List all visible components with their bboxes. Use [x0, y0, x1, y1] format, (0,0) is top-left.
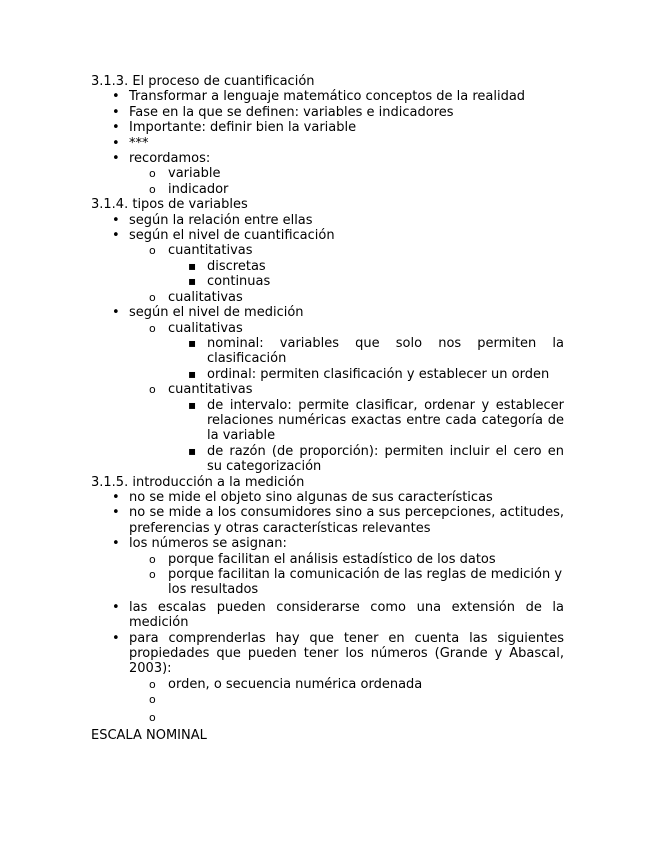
bullet-circle-icon	[149, 166, 156, 181]
list-item-text: orden, o secuencia numérica ordenada	[168, 676, 423, 692]
list-item-text: según el nivel de medición	[129, 305, 304, 321]
bullet-circle-icon	[149, 692, 156, 707]
section-heading-3-1-4: 3.1.4. tipos de variables	[91, 197, 248, 213]
bullet-disc-icon	[112, 631, 120, 646]
list-item	[91, 151, 564, 166]
bullet-square-icon	[188, 259, 196, 274]
section-heading-3-1-3: 3.1.3. El proceso de cuantificación	[91, 74, 315, 89]
list-item	[91, 505, 564, 536]
list-item-text: cuantitativas	[168, 382, 253, 398]
list-item	[91, 120, 564, 135]
sub-list-item	[91, 166, 564, 181]
sub-sub-list-item	[91, 398, 564, 444]
bullet-disc-icon	[112, 105, 120, 120]
sub-sub-list-item	[91, 259, 564, 274]
list-item-text: porque facilitan el análisis estadístico de los datos	[168, 551, 496, 567]
list-item	[91, 536, 564, 551]
bullet-disc-icon	[112, 136, 120, 151]
section-heading-3-1-5: 3.1.5. introducción a la medición	[91, 474, 305, 490]
sub-list-item	[91, 382, 564, 397]
list-item-text: Fase en la que se definen: variables e indicadores	[129, 104, 454, 120]
bullet-circle-icon	[149, 182, 156, 197]
sub-sub-list-item	[91, 367, 564, 382]
list-item	[91, 305, 564, 320]
document-page	[91, 74, 564, 744]
section-heading-escala-nominal: ESCALA NOMINAL	[91, 728, 207, 744]
list-item	[91, 631, 564, 677]
list-item-text: variable	[168, 166, 221, 182]
sub-sub-list-item	[91, 444, 564, 475]
sub-list-item	[91, 567, 564, 598]
list-item	[91, 105, 564, 120]
bullet-circle-icon	[149, 321, 156, 336]
list-item	[91, 600, 564, 631]
list-item	[91, 490, 564, 505]
bullet-circle-icon	[149, 243, 156, 258]
sub-list-item	[91, 243, 564, 258]
list-item-text: según la relación entre ellas	[129, 212, 313, 228]
sub-list-item-empty	[91, 692, 564, 710]
list-item-text: las escalas pueden considerarse como una extensión de la medición	[129, 599, 564, 631]
list-item-text: continuas	[207, 274, 271, 290]
list-item	[91, 89, 564, 104]
bullet-circle-icon	[149, 710, 156, 725]
list-item-text: según el nivel de cuantificación	[129, 228, 335, 244]
list-item-text: ***	[129, 135, 149, 151]
list-item-text: para comprenderlas hay que tener en cuenta las siguientes propiedades que pueden tener los números (Grande y Abascal, 2003):	[129, 630, 564, 677]
bullet-disc-icon	[112, 151, 120, 166]
list-item	[91, 136, 564, 151]
sub-list-item-empty	[91, 710, 564, 728]
list-item-text: cuantitativas	[168, 243, 253, 259]
bullet-disc-icon	[112, 490, 120, 505]
list-item-text: los números se asignan:	[129, 536, 287, 552]
list-item-text: discretas	[207, 258, 266, 274]
bullet-disc-icon	[112, 600, 120, 615]
list-item-text: indicador	[168, 181, 229, 197]
sub-list-item	[91, 677, 564, 692]
sub-sub-list-item	[91, 274, 564, 289]
list-item-text: de intervalo: permite clasificar, ordenar y establecer relaciones numéricas exactas entre cada categoría de la variable	[207, 397, 564, 444]
bullet-circle-icon	[149, 290, 156, 305]
bullet-square-icon	[188, 274, 196, 289]
bullet-square-icon	[188, 444, 196, 459]
list-item-text: ordinal: permiten clasificación y establecer un orden	[207, 366, 550, 382]
sub-sub-list-item	[91, 336, 564, 367]
bullet-disc-icon	[112, 89, 120, 104]
bullet-square-icon	[188, 398, 196, 413]
bullet-square-icon	[188, 336, 196, 351]
sub-list-item	[91, 552, 564, 567]
sub-list-item	[91, 290, 564, 305]
bullet-square-icon	[188, 367, 196, 382]
bullet-circle-icon	[149, 552, 156, 567]
list-item	[91, 228, 564, 243]
list-item-text: de razón (de proporción): permiten incluir el cero en su categorización	[207, 443, 564, 475]
list-item	[91, 213, 564, 228]
list-item-text: no se mide a los consumidores sino a sus percepciones, actitudes, preferencias y otras características relevantes	[129, 505, 564, 536]
sub-list-item	[91, 182, 564, 197]
bullet-disc-icon	[112, 536, 120, 551]
bullet-circle-icon	[149, 382, 156, 397]
bullet-disc-icon	[112, 213, 120, 228]
list-item-text: recordamos:	[129, 151, 211, 167]
list-item-text: Importante: definir bien la variable	[129, 120, 357, 136]
list-item-text: cualitativas	[168, 320, 243, 336]
sub-list-item	[91, 321, 564, 336]
bullet-circle-icon	[149, 567, 156, 582]
list-item-text: cualitativas	[168, 289, 243, 305]
list-item-text: nominal: variables que solo nos permiten la clasificación	[207, 335, 564, 367]
list-item-text: Transformar a lenguaje matemático conceptos de la realidad	[129, 89, 526, 105]
bullet-circle-icon	[149, 677, 156, 692]
bullet-disc-icon	[112, 505, 120, 520]
bullet-disc-icon	[112, 120, 120, 135]
list-item-text: no se mide el objeto sino algunas de sus características	[129, 489, 493, 505]
list-item-text: porque facilitan la comunicación de las reglas de medición y los resultados	[168, 567, 563, 598]
bullet-disc-icon	[112, 305, 120, 320]
bullet-disc-icon	[112, 228, 120, 243]
